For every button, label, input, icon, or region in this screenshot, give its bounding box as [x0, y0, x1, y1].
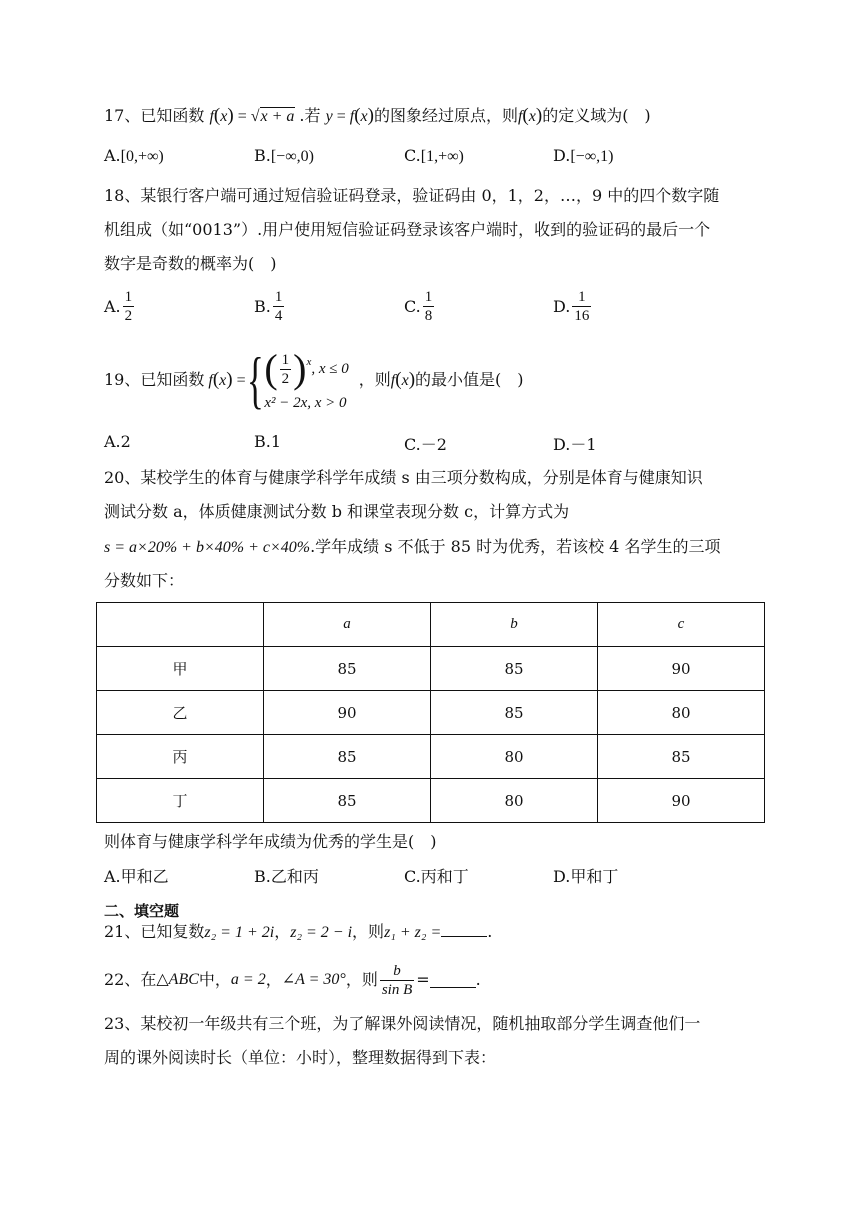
- table-row: [97, 779, 765, 823]
- table-cell: 85: [264, 735, 431, 779]
- q19-option-b[interactable]: B.1: [254, 432, 282, 451]
- table-cell: 甲: [97, 647, 264, 691]
- q20-line-2: 测试分数 a，体质健康测试分数 b 和课堂表现分数 c，计算方式为: [104, 502, 570, 521]
- q22-answer-blank[interactable]: [430, 973, 476, 988]
- table-cell: 丙: [97, 735, 264, 779]
- q18-option-d[interactable]: D. $\frac{1}{16}$: [553, 289, 590, 324]
- q21-expression: z₁ + z₂ =: [384, 924, 442, 941]
- q17-text-2: 的图象经过原点，则: [373, 106, 518, 125]
- table-row: [97, 691, 765, 735]
- q20-options: [104, 864, 804, 894]
- q17-option-b[interactable]: B.[−∞,0): [254, 146, 314, 165]
- q19-option-c[interactable]: C.－2: [404, 435, 447, 454]
- q17-options: [104, 146, 804, 176]
- q20-option-c[interactable]: C.丙和丁: [404, 867, 469, 886]
- q18-option-c[interactable]: C. $\frac{1}{8}$: [404, 289, 433, 324]
- question-22: 22、在 △ABC 中， a = 2 ， ∠A = 30° ，则 $\frac{b}{\text{sin B}}$ = .: [104, 962, 481, 998]
- q20-line-4: 分数如下：: [104, 571, 185, 590]
- q17-option-c[interactable]: C.[1,+∞): [404, 146, 464, 165]
- q19-mid: ，则: [358, 370, 391, 389]
- q20-formula: s = a×20% + b×40% + c×40%: [104, 539, 311, 556]
- table-cell: 85: [431, 647, 598, 691]
- q18-options: [104, 288, 804, 332]
- table-cell: 85: [598, 735, 765, 779]
- q18-line-3: 数字是奇数的概率为( ): [104, 254, 277, 273]
- q20-line-1: 20、某校学生的体育与健康学科学年成绩 s 由三项分数构成，分别是体育与健康知识: [104, 468, 703, 487]
- table-header-row: [97, 603, 765, 647]
- q20-option-a[interactable]: A.甲和乙: [104, 867, 169, 886]
- q19-fx-2: f(x): [390, 368, 416, 390]
- q17-fx: f(x): [517, 105, 543, 126]
- table-cell: 85: [431, 691, 598, 735]
- q17-option-d[interactable]: D.[−∞,1): [553, 146, 614, 165]
- q19-option-d[interactable]: D.－1: [553, 435, 597, 454]
- q19-option-a[interactable]: A.2: [104, 432, 131, 451]
- table-cell: 丁: [97, 779, 264, 823]
- q19-lead: 19、已知函数: [104, 370, 205, 389]
- q19-options: [104, 432, 804, 462]
- table-cell: 90: [264, 691, 431, 735]
- q18-option-b[interactable]: B. $\frac{1}{4}$: [254, 289, 283, 324]
- q17-graph-condition: y = f(x): [325, 105, 374, 126]
- table-cell: 乙: [97, 691, 264, 735]
- q22-condition-a: a = 2: [230, 971, 266, 988]
- table-cell: 85: [264, 647, 431, 691]
- q23-line-2: 周的课外阅读时长（单位：小时），整理数据得到下表：: [104, 1048, 497, 1067]
- question-17: [104, 104, 651, 129]
- table-row: [97, 647, 765, 691]
- table-cell: 80: [431, 779, 598, 823]
- q20-option-d[interactable]: D.甲和丁: [553, 867, 619, 886]
- table-header-cell: [97, 603, 264, 647]
- q18-line-1: 18、某银行客户端可通过短信验证码登录，验证码由 0，1，2，…，9 中的四个数字随: [104, 186, 720, 205]
- q19-piecewise: { ( $\frac{1}{2}$ ) $^x$ , x ≤ 0 x² − 2x, x > 0: [246, 344, 349, 415]
- q17-tail: 的定义域为( ): [542, 106, 651, 125]
- q19-tail: 的最小值是( ): [415, 370, 524, 389]
- q20-after: 则体育与健康学科学年成绩为优秀的学生是( ): [104, 832, 437, 851]
- q20-line-3-tail: .学年成绩 s 不低于 85 时为优秀，若该校 4 名学生的三项: [310, 537, 721, 556]
- table-row: [97, 735, 765, 779]
- q18-option-a[interactable]: A. $\frac{1}{2}$: [104, 289, 133, 324]
- q23-line-1: 23、某校初一年级共有三个班，为了解课外阅读情况，随机抽取部分学生调查他们一: [104, 1014, 701, 1033]
- q22-triangle: △ABC: [156, 971, 199, 988]
- section-heading: 二、填空题: [104, 902, 180, 920]
- table-cell: 80: [598, 691, 765, 735]
- table-header-cell: b: [431, 603, 598, 647]
- q21-z1: z₂ = 1 + 2i: [204, 924, 275, 941]
- table-cell: 80: [431, 735, 598, 779]
- q20-option-b[interactable]: B.乙和丙: [254, 867, 319, 886]
- q17-option-a[interactable]: A.[0,+∞): [104, 146, 164, 165]
- q21-answer-blank[interactable]: [441, 922, 487, 937]
- q21-z2: z₂ = 2 − i: [290, 924, 353, 941]
- q19-fx: f(x) =: [208, 368, 246, 390]
- question-19: [104, 340, 524, 420]
- table-cell: 85: [264, 779, 431, 823]
- q17-text: .若: [299, 106, 326, 125]
- question-21: 21、已知复数z₂ = 1 + 2i，z₂ = 2 − i，则z₁ + z₂ = .: [104, 922, 493, 941]
- table-cell: 90: [598, 647, 765, 691]
- q20-line-3: [104, 535, 720, 560]
- q18-line-2: 机组成（如“0013”）.用户使用短信验证码登录该客户端时，收到的验证码的最后一个: [104, 220, 711, 239]
- q22-fraction: $\frac{b}{\text{sin B}}$: [381, 962, 413, 998]
- table-header-cell: a: [264, 603, 431, 647]
- q22-condition-angle: ∠A = 30°: [281, 971, 346, 988]
- scores-table: [96, 602, 765, 823]
- table-header-cell: c: [598, 603, 765, 647]
- q17-function-definition: f(x) = √x + a: [209, 105, 295, 126]
- q17-lead: 17、已知函数: [104, 106, 205, 125]
- table-cell: 90: [598, 779, 765, 823]
